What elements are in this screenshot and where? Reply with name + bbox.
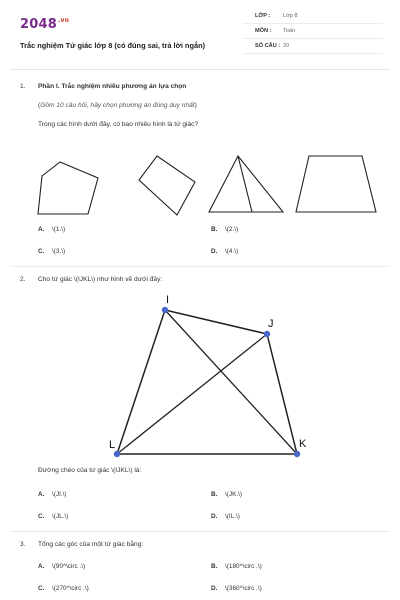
shape-pentagon bbox=[38, 162, 98, 214]
meta-key: LỚP : bbox=[255, 13, 271, 19]
point-i bbox=[162, 307, 168, 313]
point-l bbox=[114, 451, 120, 457]
question-text: Trong các hình dưới đây, có bao nhiêu hình là tứ giác? bbox=[38, 121, 199, 128]
shape-triangle bbox=[209, 156, 283, 212]
question-number: 3. bbox=[20, 541, 26, 548]
option-d[interactable]: D. \(IL.\) bbox=[211, 513, 240, 520]
label-j: J bbox=[268, 318, 274, 330]
section-heading: Phần I. Trắc nghiệm nhiều phương án lựa chọn bbox=[38, 83, 187, 90]
shape-quadrilateral bbox=[139, 156, 195, 215]
meta-row-subject bbox=[243, 25, 383, 39]
question-text: Cho tứ giác \(IJKL\) như hình vẽ dưới đây: bbox=[38, 276, 163, 283]
sub-question-text: Đường chéo của tứ giác \(IJKL\) là: bbox=[38, 467, 142, 474]
option-a[interactable]: A. \(1.\) bbox=[38, 226, 66, 233]
option-c[interactable]: C. \(3.\) bbox=[38, 248, 66, 255]
label-i: I bbox=[166, 294, 170, 306]
point-k bbox=[294, 451, 300, 457]
meta-key: SỐ CÂU : bbox=[255, 43, 281, 49]
meta-value: Toán bbox=[283, 28, 296, 34]
diagonal-jl bbox=[117, 334, 267, 454]
point-j bbox=[264, 331, 270, 337]
question-number: 2. bbox=[20, 276, 26, 283]
option-a[interactable]: A. \(JI.\) bbox=[38, 491, 67, 498]
worksheet-title: Trắc nghiệm Tứ giác lớp 8 (có đúng sai, trả lời ngắn) bbox=[20, 41, 206, 50]
option-a[interactable]: A. \(90^\circ .\) bbox=[38, 563, 86, 570]
option-c[interactable]: C. \(270^\circ .\) bbox=[38, 585, 89, 592]
option-d[interactable]: D. \(4.\) bbox=[211, 248, 239, 255]
question-divider bbox=[10, 531, 390, 532]
question-divider bbox=[10, 266, 390, 267]
site-logo[interactable]: $2048^{.vn}$ bbox=[20, 17, 70, 32]
option-b[interactable]: B. \(JK.\) bbox=[211, 491, 243, 498]
option-d[interactable]: D. \(360^\circ .\) bbox=[211, 585, 262, 592]
label-l: L bbox=[109, 439, 116, 451]
meta-value: Lớp 8 bbox=[283, 13, 298, 19]
shapes-figure bbox=[0, 148, 400, 228]
label-k: K bbox=[299, 438, 307, 450]
diagonal-ik bbox=[165, 310, 297, 454]
option-c[interactable]: C. \(JL.\) bbox=[38, 513, 69, 520]
question-text: Tổng các góc của một tứ giác bằng: bbox=[38, 541, 144, 548]
section-note: (Gồm 10 câu hỏi, hãy chọn phương án đúng duy nhất) bbox=[38, 102, 197, 109]
option-b[interactable]: B. \(2.\) bbox=[211, 226, 239, 233]
question-number: 1. bbox=[20, 83, 26, 90]
meta-value: 20 bbox=[283, 43, 290, 49]
shape-trapezoid bbox=[296, 156, 376, 212]
quadrilateral-ijkl-figure bbox=[0, 290, 400, 470]
meta-key: MÔN : bbox=[255, 28, 272, 34]
option-b[interactable]: B. \(180^\circ .\) bbox=[211, 563, 262, 570]
meta-row-class bbox=[243, 10, 383, 24]
meta-row-count bbox=[243, 40, 383, 54]
